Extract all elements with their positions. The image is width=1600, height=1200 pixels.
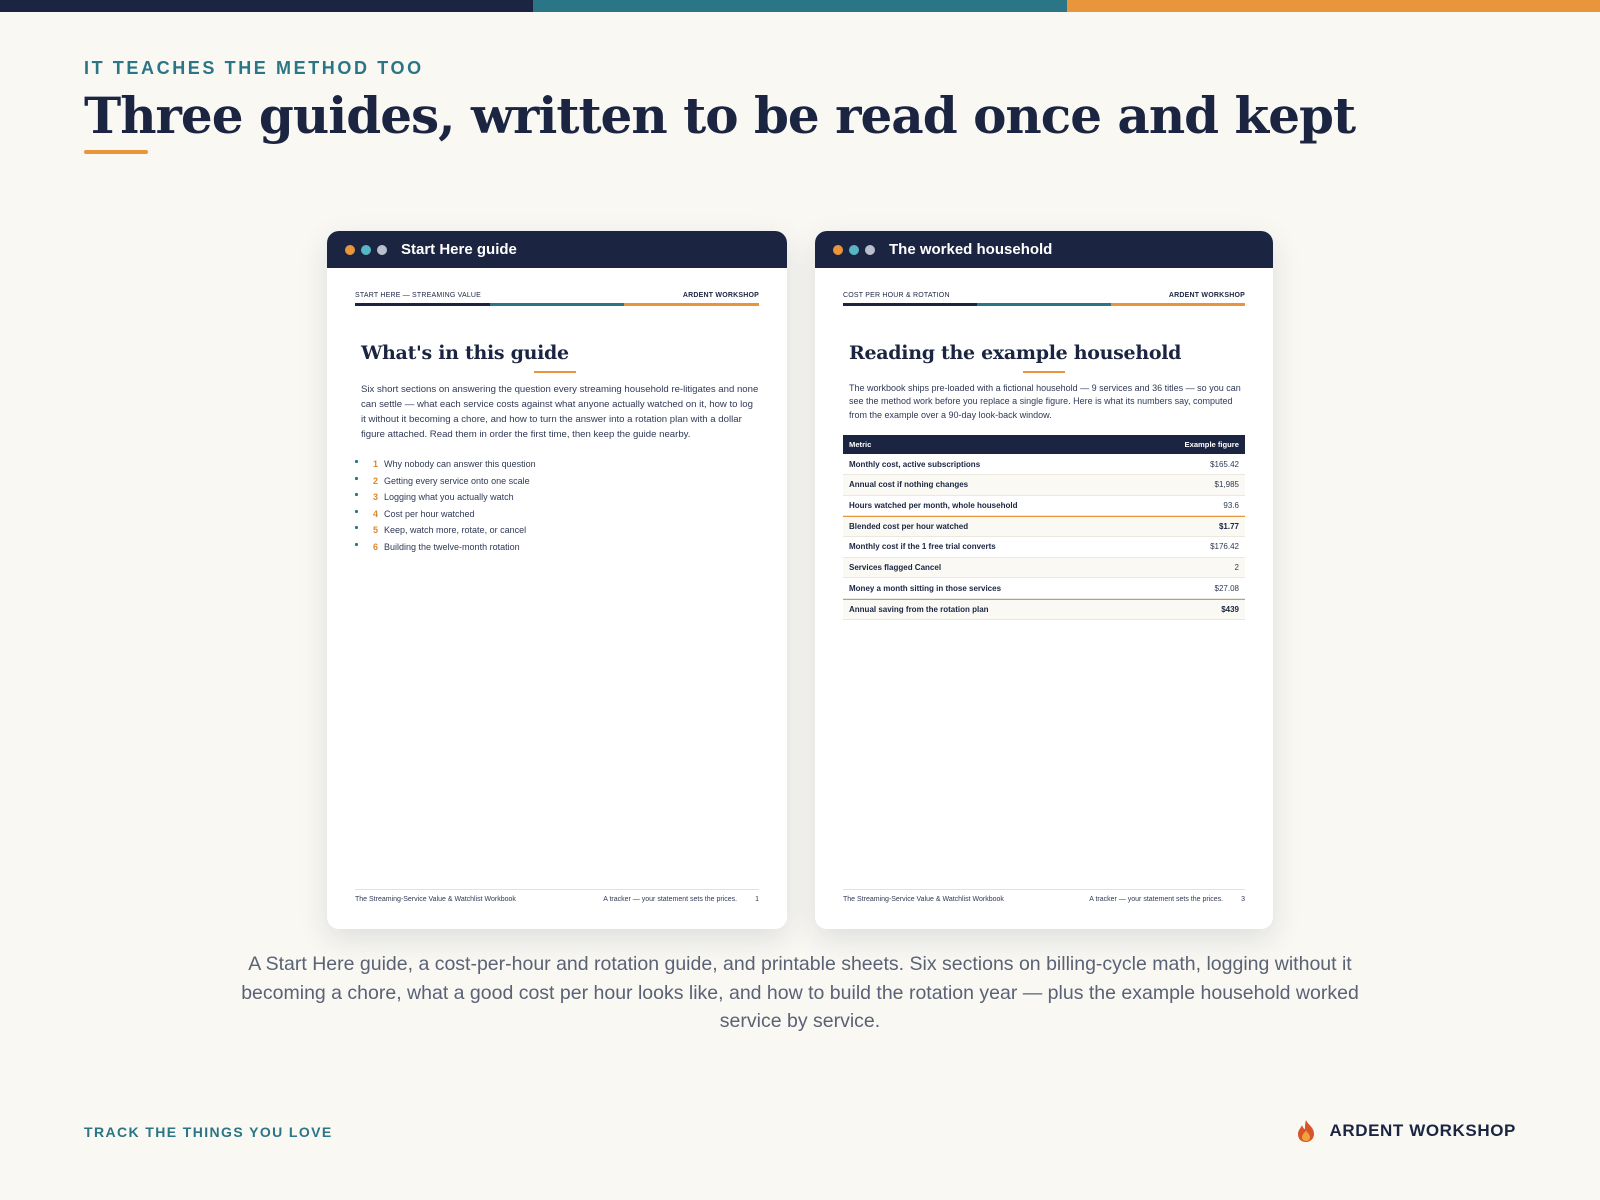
card-header [815, 231, 1273, 268]
column-header-metric: Metric [849, 440, 872, 450]
doc-paragraph: Six short sections on answering the question every streaming household re-litigates and none can settle — what each service costs against what anyone actually watched on it, how to log it without it becoming a chore, and how to turn the answer into a rotation plan with a dollar figure attached. Read them in order the first time, then keep the guide nearby. [361, 384, 759, 440]
window-dot-grey-icon [865, 245, 875, 255]
doc-footer-note: A tracker — your statement sets the prices. [603, 896, 738, 903]
example-figures-table [843, 435, 1245, 620]
doc-heading-underline [534, 371, 576, 373]
window-dot-grey-icon [377, 245, 387, 255]
list-item: 4 Cost per hour watched [355, 506, 759, 523]
doc-section-label: START HERE — STREAMING VALUE [355, 292, 482, 299]
doc-brand-label: ARDENT WORKSHOP [1168, 292, 1245, 299]
flame-icon [1295, 1119, 1317, 1143]
doc-heading-underline [1023, 371, 1065, 373]
doc-footer-title: The Streaming-Service Value & Watchlist Workbook [843, 896, 1004, 903]
list-item: 3 Logging what you actually watch [355, 489, 759, 506]
worked-household-card [815, 231, 1273, 929]
page-title: Three guides, written to be read once and kept [84, 86, 1356, 145]
doc-brand-label: ARDENT WORKSHOP [682, 292, 759, 299]
window-dot-teal-icon [361, 245, 371, 255]
doc-page-number: 1 [755, 896, 759, 903]
top-bar-navy-segment [0, 0, 533, 12]
doc-paragraph: The workbook ships pre-loaded with a fictional household — 9 services and 36 titles — so you can see the method work before you replace a single figure. Here is what its numbers say, computed from the example over a 90-day look-back window. [849, 383, 1241, 420]
list-item: 2 Getting every service onto one scale [355, 473, 759, 490]
list-item: 5 Keep, watch more, rotate, or cancel [355, 522, 759, 539]
column-header-figure: Example figure [1184, 440, 1239, 450]
top-color-bar [0, 0, 1600, 12]
window-dot-teal-icon [849, 245, 859, 255]
doc-heading: Reading the example household [849, 342, 1182, 364]
doc-color-rule [355, 303, 759, 306]
window-dot-orange-icon [345, 245, 355, 255]
document-page [327, 268, 787, 929]
top-bar-teal-segment [533, 0, 1066, 12]
table-row: Hours watched per month, whole household 93.6 [843, 496, 1245, 517]
doc-footer [843, 889, 1245, 903]
title-underline [84, 150, 148, 154]
table-row: Blended cost per hour watched $1.77 [843, 516, 1245, 537]
table-of-contents [355, 456, 759, 556]
doc-footer [355, 889, 759, 903]
footer-brand-lockup [1295, 1119, 1516, 1143]
document-page [815, 268, 1273, 929]
eyebrow-label: IT TEACHES THE METHOD TOO [84, 58, 424, 78]
doc-footer-title: The Streaming-Service Value & Watchlist Workbook [355, 896, 516, 903]
doc-heading: What's in this guide [361, 342, 569, 364]
table-row: Annual saving from the rotation plan $439 [843, 599, 1245, 620]
table-header [843, 435, 1245, 454]
caption-text: A Start Here guide, a cost-per-hour and rotation guide, and printable sheets. Six sections on billing-cycle math, logging without it becoming a chore, what a good cost per hour looks like, and how to build the rotation year — plus the example household worked service by service. [241, 953, 1359, 1032]
table-row: Annual cost if nothing changes $1,985 [843, 475, 1245, 496]
start-here-guide-card [327, 231, 787, 929]
footer-brand-name: ARDENT WORKSHOP [1329, 1121, 1516, 1140]
doc-running-header [355, 268, 759, 299]
window-dot-orange-icon [833, 245, 843, 255]
footer-tagline: TRACK THE THINGS YOU LOVE [84, 1124, 333, 1140]
top-bar-orange-segment [1067, 0, 1600, 12]
card-title: The worked household [889, 241, 1053, 258]
doc-section-label: COST PER HOUR & ROTATION [843, 292, 950, 299]
card-title: Start Here guide [401, 241, 517, 258]
doc-running-header [843, 268, 1245, 299]
table-row: Monthly cost if the 1 free trial converts $176.42 [843, 537, 1245, 558]
list-item: 1 Why nobody can answer this question [355, 456, 759, 473]
doc-color-rule [843, 303, 1245, 306]
doc-footer-note: A tracker — your statement sets the prices. [1089, 896, 1224, 903]
table-row: Services flagged Cancel 2 [843, 558, 1245, 579]
table-row: Money a month sitting in those services $27.08 [843, 578, 1245, 599]
table-row: Monthly cost, active subscriptions $165.42 [843, 454, 1245, 475]
list-item: 6 Building the twelve-month rotation [355, 539, 759, 556]
card-header [327, 231, 787, 268]
doc-page-number: 3 [1241, 896, 1245, 903]
